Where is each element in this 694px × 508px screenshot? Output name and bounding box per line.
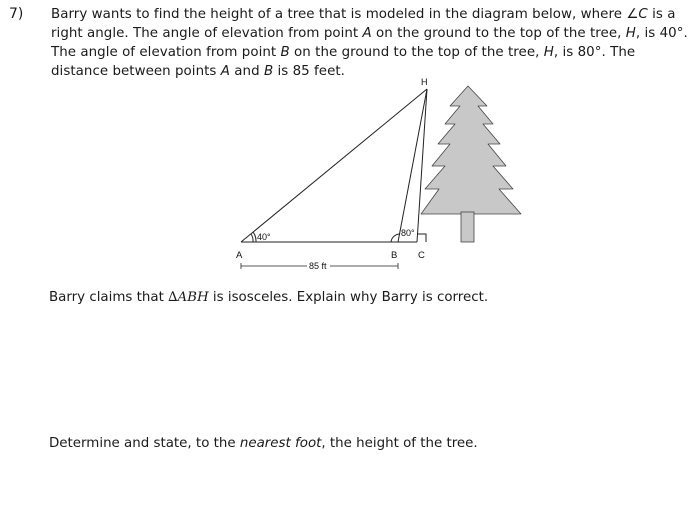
side-HC	[417, 89, 427, 242]
point-label-B: B	[391, 250, 398, 261]
tree-illustration	[421, 86, 521, 242]
part-b-prompt: Determine and state, to the nearest foot, the height of the tree.	[49, 436, 478, 451]
side-AH	[241, 89, 427, 242]
angle-label-A: 40°	[257, 232, 271, 242]
problem-line-2: right angle. The angle of elevation from point A on the ground to the top of the tree, H, is 40°.	[51, 26, 688, 41]
point-label-A: A	[236, 250, 243, 261]
problem-line-1: Barry wants to find the height of a tree that is modeled in the diagram below, where ∠C is a	[51, 7, 676, 22]
triangle-notation: ∆ABH	[168, 290, 209, 305]
part-a-prompt: Barry claims that ∆ABH is isosceles. Explain why Barry is correct.	[49, 290, 489, 305]
question-number: 7)	[9, 6, 24, 22]
tree-foliage	[421, 86, 521, 214]
point-label-H: H	[421, 77, 428, 87]
problem-statement	[51, 5, 691, 81]
distance-label: 85 ft	[309, 261, 327, 271]
angle-label-B: 80°	[401, 228, 415, 238]
right-angle-mark-C	[417, 234, 426, 242]
problem-line-3: The angle of elevation from point B on the ground to the top of the tree, H, is 80°. The	[51, 45, 636, 60]
tree-trunk	[461, 212, 474, 242]
angle-arc-A	[251, 234, 253, 242]
side-BH	[398, 89, 427, 242]
problem-line-4: distance between points A and B is 85 feet.	[51, 64, 345, 79]
tree-triangle-diagram	[225, 76, 535, 276]
point-label-C: C	[418, 250, 425, 261]
